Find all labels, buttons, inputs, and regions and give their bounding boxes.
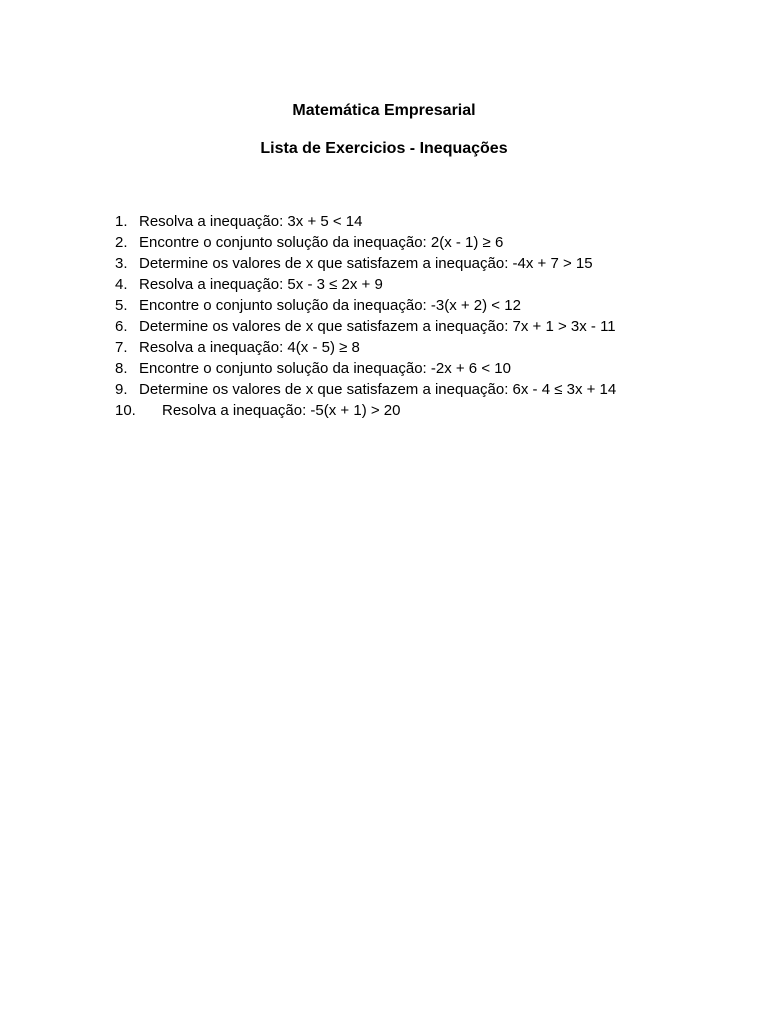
list-item: [115, 358, 735, 379]
exercise-number: 6.: [115, 318, 128, 335]
exercise-text: Resolva a inequação: 3x + 5 < 14: [139, 213, 363, 230]
exercise-number: 8.: [115, 360, 128, 377]
exercise-number: 5.: [115, 297, 128, 314]
list-item: [115, 211, 735, 232]
list-item: [115, 400, 735, 421]
exercise-number: 7.: [115, 339, 128, 356]
exercise-text: Resolva a inequação: 5x - 3 ≤ 2x + 9: [139, 276, 383, 293]
exercise-text: Encontre o conjunto solução da inequação: -3(x + 2) < 12: [139, 297, 521, 314]
exercise-number: 1.: [115, 213, 128, 230]
exercise-text: Determine os valores de x que satisfazem a inequação: -4x + 7 > 15: [139, 255, 593, 272]
list-item: [115, 337, 735, 358]
exercise-number: 9.: [115, 381, 128, 398]
exercise-number: 4.: [115, 276, 128, 293]
document-title: Matemática Empresarial: [292, 102, 476, 119]
list-item: [115, 316, 735, 337]
exercise-number: 3.: [115, 255, 128, 272]
list-item: [115, 295, 735, 316]
exercise-text: Determine os valores de x que satisfazem a inequação: 7x + 1 > 3x - 11: [139, 318, 616, 335]
list-item: [115, 274, 735, 295]
exercise-text: Encontre o conjunto solução da inequação: 2(x - 1) ≥ 6: [139, 234, 504, 251]
exercise-text: Encontre o conjunto solução da inequação: -2x + 6 < 10: [139, 360, 511, 377]
exercise-number: 2.: [115, 234, 128, 251]
exercise-text: Determine os valores de x que satisfazem a inequação: 6x - 4 ≤ 3x + 14: [139, 381, 617, 398]
list-item: [115, 232, 735, 253]
exercise-text: Resolva a inequação: 4(x - 5) ≥ 8: [139, 339, 360, 356]
list-item: [115, 253, 735, 274]
exercise-list: [115, 211, 735, 421]
list-item: [115, 379, 735, 400]
exercise-text: Resolva a inequação: -5(x + 1) > 20: [162, 402, 401, 419]
document-subtitle: Lista de Exercicios - Inequações: [260, 140, 508, 157]
exercise-number: 10.: [115, 402, 136, 419]
